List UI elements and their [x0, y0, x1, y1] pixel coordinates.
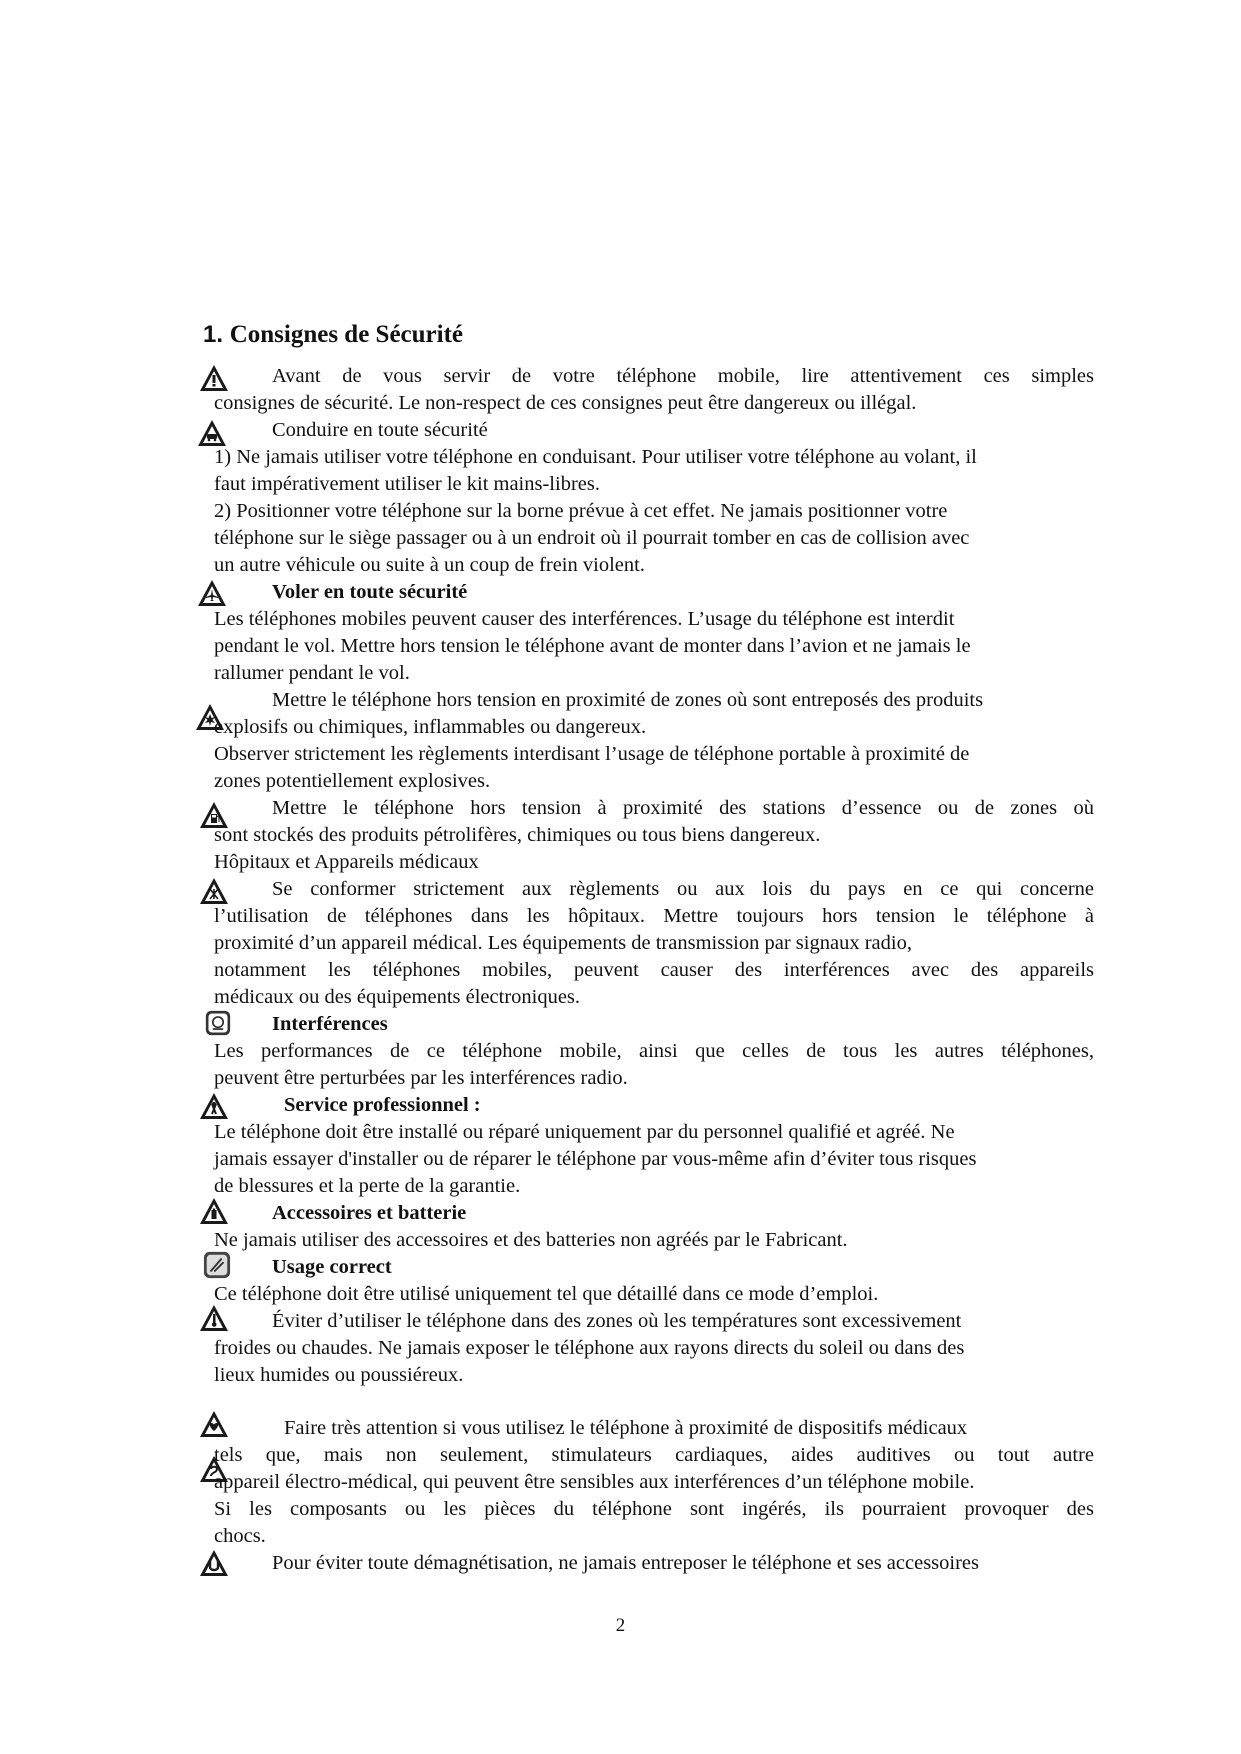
explosive-line-3: Observer strictement les règlements interdisant l’usage de téléphone portable à proximité de	[214, 743, 970, 765]
hospital-line-2: l’utilisation de téléphones dans les hôpitaux. Mettre toujours hors tension le téléphone à	[214, 905, 1094, 927]
service-title: Service professionnel :	[284, 1094, 481, 1116]
explosive-line-2: explosifs ou chimiques, inflammables ou dangereux.	[214, 716, 647, 738]
driving-line-4: téléphone sur le siège passager ou à un endroit où il pourrait tomber en cas de collision avec	[214, 527, 970, 549]
medical-line-5: chocs.	[214, 1525, 266, 1547]
fuel-section	[214, 795, 1094, 849]
usage-section	[214, 1254, 1094, 1308]
section-title: Consignes de Sécurité	[229, 321, 464, 348]
accessories-line-1: Ne jamais utiliser des accessoires et des batteries non agréés par le Fabricant.	[214, 1229, 848, 1251]
interference-line-2: peuvent être perturbées par les interférences radio.	[214, 1067, 628, 1089]
medical-devices-section	[214, 1415, 1094, 1550]
accessories-section	[214, 1200, 1094, 1254]
usage-title: Usage correct	[272, 1256, 392, 1278]
explosive-section	[214, 687, 1094, 795]
temperature-section	[214, 1308, 1094, 1389]
section-number: 1.	[203, 321, 224, 348]
intro-paragraph	[214, 363, 1094, 417]
medical-line-2: tels que, mais non seulement, stimulateurs cardiaques, aides auditives ou tout autre	[214, 1444, 1094, 1466]
flying-title: Voler en toute sécurité	[272, 581, 468, 603]
medical-line-3: appareil électro-médical, qui peuvent être sensibles aux interférences d’un téléphone mobile.	[214, 1471, 975, 1493]
driving-line-2: faut impérativement utiliser le kit mains-libres.	[214, 473, 600, 495]
temperature-line-2: froides ou chaudes. Ne jamais exposer le téléphone aux rayons directs du soleil ou dans des	[214, 1337, 965, 1359]
flying-line-1: Les téléphones mobiles peuvent causer des interférences. L’usage du téléphone est interdit	[214, 608, 955, 630]
demagnetization-section	[214, 1550, 1094, 1577]
flying-line-3: rallumer pendant le vol.	[214, 662, 410, 684]
flying-section	[214, 579, 1094, 687]
service-line-2: jamais essayer d'installer ou de réparer le téléphone par vous-même afin d’éviter tous risques	[214, 1148, 977, 1170]
hospital-section	[214, 849, 1094, 1011]
driving-line-1: 1) Ne jamais utiliser votre téléphone en conduisant. Pour utiliser votre téléphone au volant, il	[214, 446, 977, 468]
driving-section	[214, 417, 1094, 579]
service-line-3: de blessures et la perte de la garantie.	[214, 1175, 521, 1197]
interference-section	[214, 1011, 1094, 1092]
fuel-line-2: sont stockés des produits pétrolifères, chimiques ou tous biens dangereux.	[214, 824, 821, 846]
interference-title: Interférences	[272, 1013, 388, 1035]
driving-title: Conduire en toute sécurité	[272, 419, 488, 441]
driving-line-3: 2) Positionner votre téléphone sur la borne prévue à cet effet. Ne jamais positionner votre	[214, 500, 948, 522]
temperature-line-1: Éviter d’utiliser le téléphone dans des zones où les températures sont excessivement	[272, 1310, 962, 1332]
interference-line-1: Les performances de ce téléphone mobile, ainsi que celles de tous les autres téléphones,	[214, 1040, 1094, 1062]
intro-line-2: consignes de sécurité. Le non-respect de ces consignes peut être dangereux ou illégal.	[214, 392, 917, 414]
demag-line-1: Pour éviter toute démagnétisation, ne jamais entreposer le téléphone et ses accessoires	[272, 1552, 979, 1574]
explosive-line-4: zones potentiellement explosives.	[214, 770, 491, 792]
medical-line-1: Faire très attention si vous utilisez le téléphone à proximité de dispositifs médicaux	[284, 1417, 968, 1439]
section-heading	[203, 321, 463, 349]
service-section	[214, 1092, 1094, 1200]
hospital-title: Hôpitaux et Appareils médicaux	[214, 851, 479, 873]
intro-line-1: Avant de vous servir de votre téléphone mobile, lire attentivement ces simples	[272, 365, 1094, 387]
hospital-line-5: médicaux ou des équipements électroniques.	[214, 986, 581, 1008]
service-line-1: Le téléphone doit être installé ou réparé uniquement par du personnel qualifié et agréé. Ne	[214, 1121, 955, 1143]
usage-line-1: Ce téléphone doit être utilisé uniquement tel que détaillé dans ce mode d’emploi.	[214, 1283, 879, 1305]
hospital-line-3: proximité d’un appareil médical. Les équipements de transmission par signaux radio,	[214, 932, 912, 954]
explosive-line-1: Mettre le téléphone hors tension en proximité de zones où sont entreposés des produits	[272, 689, 984, 711]
fuel-line-1: Mettre le téléphone hors tension à proximité des stations d’essence ou de zones où	[272, 797, 1094, 819]
driving-line-5: un autre véhicule ou suite à un coup de frein violent.	[214, 554, 645, 576]
temperature-line-3: lieux humides ou poussiéreux.	[214, 1364, 464, 1386]
medical-line-4: Si les composants ou les pièces du téléphone sont ingérés, ils pourraient provoquer des	[214, 1498, 1094, 1520]
flying-line-2: pendant le vol. Mettre hors tension le téléphone avant de monter dans l’avion et ne jamais le	[214, 635, 971, 657]
hospital-line-1: Se conformer strictement aux règlements ou aux lois du pays en ce qui concerne	[272, 878, 1094, 900]
page-number: 2	[615, 1615, 626, 1636]
hospital-line-4: notamment les téléphones mobiles, peuvent causer des interférences avec des appareils	[214, 959, 1094, 981]
accessories-title: Accessoires et batterie	[272, 1202, 467, 1224]
